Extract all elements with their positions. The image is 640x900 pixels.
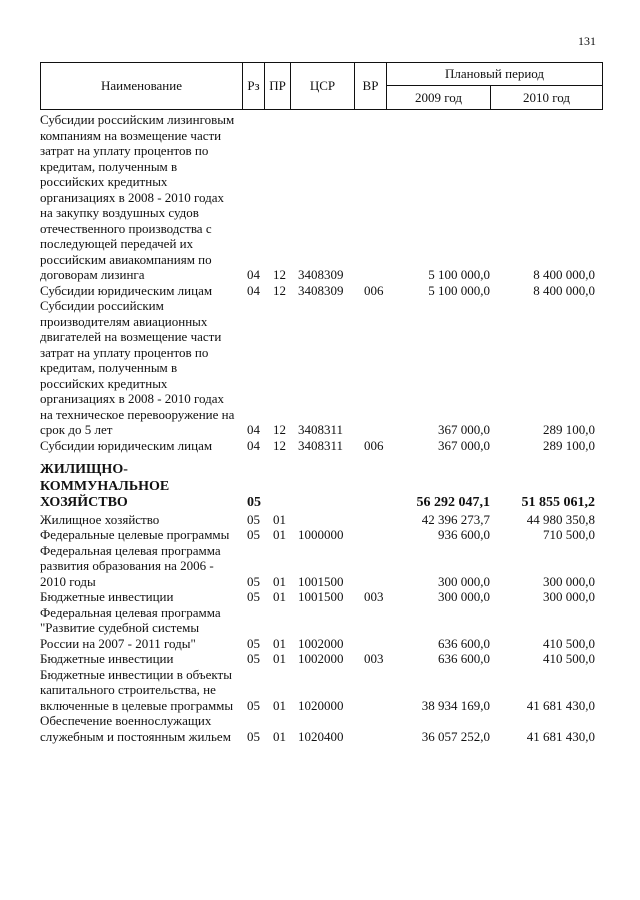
row-rz: 04 xyxy=(247,282,260,298)
row-vr: 003 xyxy=(364,651,384,666)
row-rz: 05 xyxy=(247,511,260,527)
row-csr: 1020400 xyxy=(298,728,344,744)
row-csr: 3408309 xyxy=(298,282,344,298)
table-row xyxy=(40,589,603,605)
table-row xyxy=(40,283,603,299)
row-pr: 01 xyxy=(273,635,286,651)
table-row xyxy=(40,713,603,744)
row-value-2010: 300 000,0 xyxy=(543,589,595,604)
row-value-2010: 41 681 430,0 xyxy=(526,697,595,713)
row-name: Федеральная целевая программа развития образования на 2006 - 2010 годы xyxy=(40,542,221,589)
page-number: 131 xyxy=(578,34,596,48)
row-value-2009: 5 100 000,0 xyxy=(428,267,490,282)
row-value-2010: 410 500,0 xyxy=(543,635,595,651)
header-name: Наименование xyxy=(40,62,243,110)
row-name: Федеральная целевая программа "Развитие судебной системы России на 2007 - 2011 годы" xyxy=(40,604,221,651)
row-value-2009: 636 600,0 xyxy=(438,635,490,651)
table-row xyxy=(40,438,603,454)
row-rz: 04 xyxy=(247,422,260,437)
row-rz: 04 xyxy=(247,437,260,453)
row-vr: 006 xyxy=(364,437,384,453)
row-value-2009: 300 000,0 xyxy=(438,589,490,604)
row-pr: 01 xyxy=(273,728,286,744)
row-vr: 003 xyxy=(364,589,384,604)
row-value-2010: 410 500,0 xyxy=(543,651,595,666)
row-name: Бюджетные инвестиции xyxy=(40,651,174,666)
row-name: Бюджетные инвестиции xyxy=(40,589,174,604)
row-name: Субсидии юридическим лицам xyxy=(40,282,213,298)
row-csr: 1002000 xyxy=(298,635,344,651)
row-name: Субсидии юридическим лицам xyxy=(40,437,213,453)
row-csr: 3408311 xyxy=(298,422,344,437)
row-value-2010: 710 500,0 xyxy=(543,527,595,542)
row-value-2009: 636 600,0 xyxy=(438,651,490,666)
row-rz: 05 xyxy=(247,651,260,666)
row-value-2010: 44 980 350,8 xyxy=(526,511,595,527)
row-rz: 05 xyxy=(247,635,260,651)
row-value-2009: 42 396 273,7 xyxy=(421,511,490,527)
row-pr: 01 xyxy=(273,573,286,589)
row-rz: 05 xyxy=(247,573,260,589)
table-body xyxy=(40,112,603,744)
table-row xyxy=(40,667,603,714)
row-value-2010: 289 100,0 xyxy=(543,437,595,453)
row-rz: 05 xyxy=(247,495,261,510)
row-value-2009: 5 100 000,0 xyxy=(428,282,490,298)
row-value-2009: 38 934 169,0 xyxy=(421,697,490,713)
row-pr: 01 xyxy=(273,527,286,542)
row-pr: 01 xyxy=(273,697,286,713)
header-year-2009: 2009 год xyxy=(386,85,491,110)
row-rz: 05 xyxy=(247,697,260,713)
table-row xyxy=(40,543,603,590)
table-row xyxy=(40,527,603,543)
row-rz: 04 xyxy=(247,267,260,282)
header-csr: ЦСР xyxy=(290,62,355,110)
row-name: Бюджетные инвестиции в объекты капитального строительства, не включенные в целевые программы xyxy=(40,666,234,713)
row-value-2010: 300 000,0 xyxy=(543,573,595,589)
row-value-2010: 8 400 000,0 xyxy=(533,267,595,282)
row-value-2010: 289 100,0 xyxy=(543,422,595,437)
row-rz: 05 xyxy=(247,728,260,744)
row-pr: 12 xyxy=(273,422,286,437)
row-pr: 01 xyxy=(273,589,286,604)
header-vr: ВР xyxy=(354,62,387,110)
row-rz: 05 xyxy=(247,589,260,604)
row-csr: 3408309 xyxy=(298,267,344,282)
table-row xyxy=(40,112,603,283)
row-rz: 05 xyxy=(247,527,260,542)
row-pr: 01 xyxy=(273,511,286,527)
row-csr: 1020000 xyxy=(298,697,344,713)
header-plan-period: Плановый период xyxy=(386,62,603,86)
row-name: Субсидии российским производителям авиационных двигателей на возмещение части затрат на уплату процентов по кредитам, полученным в российских кредитных организациях в 2008 - 2010 годах на техническое перевооружение на срок до 5 лет xyxy=(40,298,235,437)
table-row xyxy=(40,462,603,512)
row-value-2010: 41 681 430,0 xyxy=(526,728,595,744)
row-pr: 01 xyxy=(273,651,286,666)
row-value-2010: 51 855 061,2 xyxy=(521,495,595,510)
table-row xyxy=(40,605,603,652)
row-vr: 006 xyxy=(364,282,384,298)
table-row xyxy=(40,651,603,667)
row-value-2009: 300 000,0 xyxy=(438,573,490,589)
row-csr: 1001500 xyxy=(298,589,344,604)
row-value-2009: 56 292 047,1 xyxy=(416,495,490,510)
row-csr: 1002000 xyxy=(298,651,344,666)
header-year-2010: 2010 год xyxy=(490,85,603,110)
row-pr: 12 xyxy=(273,282,286,298)
row-pr: 12 xyxy=(273,267,286,282)
row-name: Жилищное хозяйство xyxy=(40,511,160,527)
row-value-2010: 8 400 000,0 xyxy=(533,282,595,298)
table-header xyxy=(40,62,603,110)
row-name: Субсидии российским лизинговым компаниям на возмещение части затрат на уплату процентов по кредитам, полученным в российских кредитных организациях в 2008 - 2010 годах на закупку воздушных судов отечественного производства с последующей передачей их российским авиакомпаниям по договорам лизинга xyxy=(40,112,235,282)
row-csr: 1000000 xyxy=(298,527,344,542)
row-value-2009: 367 000,0 xyxy=(438,437,490,453)
row-value-2009: 36 057 252,0 xyxy=(421,728,490,744)
row-name: Обеспечение военнослужащих служебным и постоянным жильем xyxy=(40,713,231,744)
row-name: Федеральные целевые программы xyxy=(40,527,230,542)
row-csr: 1001500 xyxy=(298,573,344,589)
row-name: ЖИЛИЩНО-КОММУНАЛЬНОЕ ХОЗЯЙСТВО xyxy=(40,462,170,510)
row-pr: 12 xyxy=(273,437,286,453)
table-row xyxy=(40,298,603,438)
row-value-2009: 367 000,0 xyxy=(438,422,490,437)
header-pr: ПР xyxy=(264,62,291,110)
row-csr: 3408311 xyxy=(298,437,344,453)
table-row xyxy=(40,512,603,528)
row-value-2009: 936 600,0 xyxy=(438,527,490,542)
header-rz: Рз xyxy=(242,62,265,110)
